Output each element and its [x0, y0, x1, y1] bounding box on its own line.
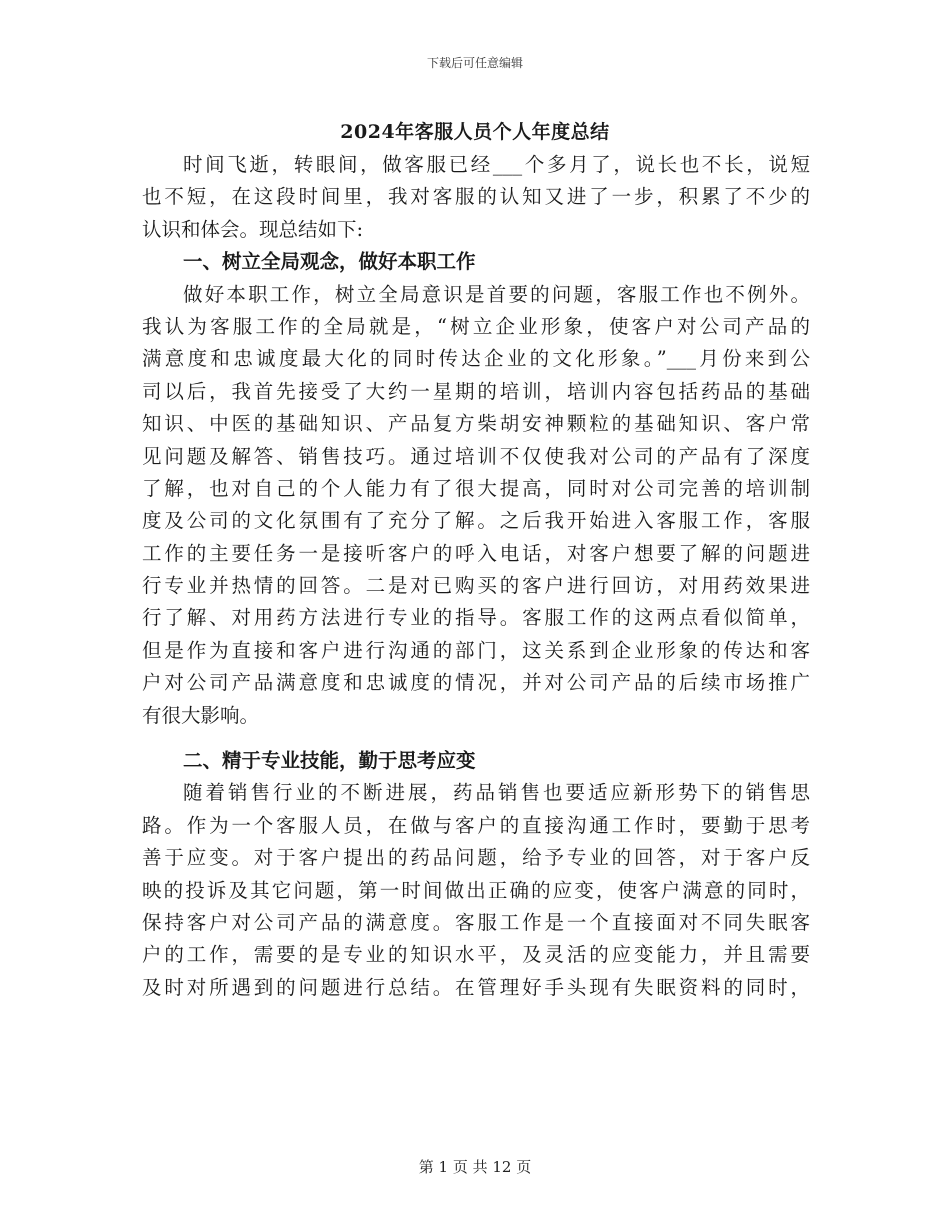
paragraph-line: 司以后，我首先接受了大约一星期的培训，培训内容包括药品的基础: [142, 379, 810, 403]
section-heading: 一、树立全局观念，做好本职工作: [183, 250, 476, 274]
paragraph-line: 路。作为一个客服人员，在做与客户的直接沟通工作时，要勤于思考: [142, 813, 810, 837]
paragraph-line: 随着销售行业的不断进展，药品销售也要适应新形势下的销售思: [183, 781, 810, 805]
paragraph-line: 户对公司产品满意度和忠诚度的情况，并对公司产品的后续市场推广: [142, 671, 810, 695]
paragraph-line: 我认为客服工作的全局就是，“树立企业形象，使客户对公司产品的: [142, 314, 810, 338]
section-gap: [142, 732, 810, 745]
paragraph-line: 户的工作，需要的是专业的知识水平，及灵活的应变能力，并且需要: [142, 943, 810, 967]
paragraph-line: 行专业并热情的回答。二是对已购买的客户进行回访，对用药效果进: [142, 574, 810, 598]
paragraph-line: 度及公司的文化氛围有了充分了解。之后我开始进入客服工作，客服: [142, 509, 810, 533]
page-header: 下载后可任意编辑: [426, 56, 523, 70]
paragraph-line: 但是作为直接和客户进行沟通的部门，这关系到企业形象的传达和客: [142, 638, 810, 662]
paragraph-line: 映的投诉及其它问题，第一时间做出正确的应变，使客户满意的同时，: [142, 878, 810, 902]
paragraph-line: 及时对所遇到的问题进行总结。在管理好手头现有失眠资料的同时，: [142, 975, 810, 999]
paragraph-line: 满意度和忠诚度最大化的同时传达企业的文化形象。”___月份来到公: [142, 347, 810, 371]
paragraph-line: 善于应变。对于客户提出的药品问题，给予专业的回答，对于客户反: [142, 846, 810, 870]
document-title: 2024年客服人员个人年度总结: [340, 121, 610, 143]
paragraph-line: 见问题及解答、销售技巧。通过培训不仅使我对公司的产品有了深度: [142, 444, 810, 468]
document-body: [142, 149, 810, 1004]
paragraph-line: 了解，也对自己的个人能力有了很大提高，同时对公司完善的培训制: [142, 476, 810, 500]
section-heading: 二、精于专业技能，勤于思考应变: [183, 749, 476, 773]
paragraph-line: 有很大影响。: [142, 703, 260, 727]
paragraph-line: 时间飞逝，转眼间，做客服已经___个多月了，说长也不长，说短: [183, 153, 810, 176]
paragraph-line: 工作的主要任务一是接听客户的呼入电话，对客户想要了解的问题进: [142, 541, 810, 565]
paragraph-line: 也不短，在这段时间里，我对客服的认知又进了一步，积累了不少的: [142, 185, 810, 209]
paragraph-line: 知识、中医的基础知识、产品复方柴胡安神颗粒的基础知识、客户常: [142, 412, 810, 436]
paragraph-line: 认识和体会。现总结如下:: [142, 217, 364, 241]
paragraph-line: 行了解、对用药方法进行专业的指导。客服工作的这两点看似简单，: [142, 606, 810, 630]
page-number: 第 1 页 共 12 页: [418, 1158, 532, 1176]
paragraph-line: 做好本职工作，树立全局意识是首要的问题，客服工作也不例外。: [183, 282, 810, 306]
paragraph-line: 保持客户对公司产品的满意度。客服工作是一个直接面对不同失眠客: [142, 910, 810, 934]
